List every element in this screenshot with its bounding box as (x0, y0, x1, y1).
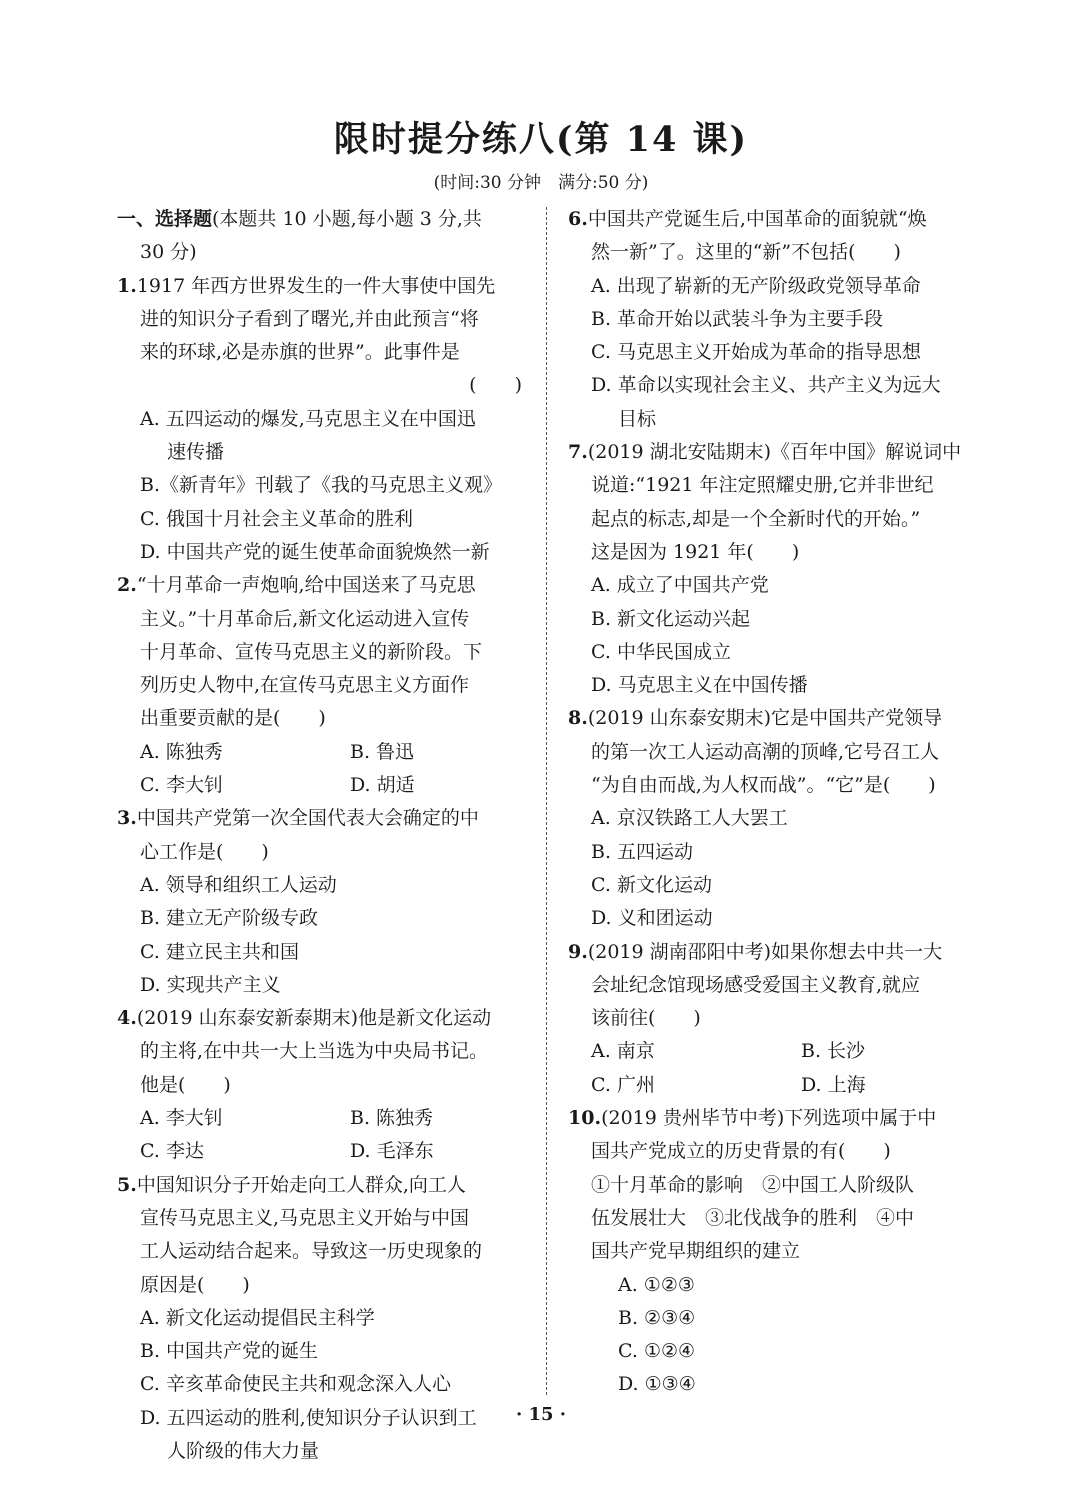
question-text: 十月革命、宣传马克思主义的新阶段。下 (140, 640, 483, 663)
question-text: 该前往( ) (591, 1007, 701, 1030)
question-number: 10. (568, 1107, 602, 1130)
question-text: 工人运动结合起来。导致这一历史现象的 (140, 1240, 483, 1263)
option-c: C. 新文化运动 (591, 873, 712, 896)
option-b: B. 陈独秀 (350, 1107, 434, 1130)
options-row (117, 769, 532, 802)
options-row (117, 1135, 532, 1168)
question-text: 的第一次工人运动高潮的顶峰,它号召工人 (591, 740, 940, 763)
option-c: C. 广州 (591, 1073, 655, 1096)
question-text: “十月革命一声炮响,给中国送来了马克思 (136, 574, 476, 597)
option-d: D. 中国共产党的诞生使革命面貌焕然一新 (140, 540, 490, 563)
question-number: 9. (568, 940, 588, 963)
option-d: D. 胡适 (350, 774, 415, 797)
options-row (568, 1069, 982, 1102)
question-number: 4. (117, 1007, 137, 1030)
question-text: 会址纪念馆现场感受爱国主义教育,就应 (591, 973, 921, 996)
option-a: A. 成立了中国共产党 (591, 574, 769, 597)
option-a: A. 南京 (591, 1040, 655, 1063)
option-b: B. 长沙 (801, 1040, 866, 1063)
page-subtitle: (时间:30 分钟 满分:50 分) (433, 173, 649, 193)
option-a: A. 李大钊 (140, 1107, 223, 1130)
question-text: ①十月革命的影响 ②中国工人阶级队 (591, 1173, 915, 1196)
option-d: D. 马克思主义在中国传播 (591, 674, 808, 697)
question-text: 的主将,在中共一大上当选为中央局书记。 (140, 1040, 489, 1063)
question-7 (568, 436, 982, 702)
option-a: A. 出现了崭新的无产阶级政党领导革命 (591, 274, 921, 297)
option-d-cont: 目标 (618, 407, 657, 430)
section-desc: (本题共 10 小题,每小题 3 分,共 (212, 208, 482, 230)
question-text: 国共产党早期组织的建立 (591, 1240, 801, 1263)
option-d: D. 革命以实现社会主义、共产主义为远大 (591, 374, 941, 397)
question-text: (2019 山东泰安期末)它是中国共产党领导 (587, 707, 943, 730)
section-header (117, 203, 532, 236)
question-1 (117, 270, 532, 570)
question-text: 这是因为 1921 年( ) (591, 540, 800, 563)
question-text: (2019 湖北安陆期末)《百年中国》解说词中 (587, 441, 962, 464)
right-column (568, 203, 982, 1402)
question-text: “为自由而战,为人权而战”。“它”是( ) (591, 774, 936, 797)
question-text: 来的环球,必是赤旗的世界”。此事件是 (140, 341, 460, 364)
option-c: C. 俄国十月社会主义革命的胜利 (140, 507, 413, 530)
question-number: 1. (117, 274, 137, 297)
question-text: (2019 贵州毕节中考)下列选项中属于中 (601, 1107, 937, 1130)
question-text: 列历史人物中,在宣传马克思主义方面作 (140, 674, 470, 697)
question-text: 宣传马克思主义,马克思主义开始与中国 (140, 1206, 470, 1229)
option-a: A. 京汉铁路工人大罢工 (591, 807, 788, 830)
page-number: · 15 · (515, 1404, 567, 1425)
question-9 (568, 936, 982, 1102)
option-c: C. ①②④ (618, 1340, 696, 1363)
question-text: 中国知识分子开始走向工人群众,向工人 (136, 1173, 466, 1196)
question-text: 心工作是( ) (140, 840, 269, 863)
question-text: 原因是( ) (140, 1273, 250, 1296)
question-text: 他是( ) (140, 1073, 231, 1096)
question-number: 7. (568, 441, 588, 464)
option-a: A. 五四运动的爆发,马克思主义在中国迅 (140, 407, 476, 430)
question-number: 6. (568, 208, 588, 230)
question-text: (2019 山东泰安新泰期末)他是新文化运动 (136, 1007, 492, 1030)
options-row (117, 736, 532, 769)
question-text: 伍发展壮大 ③北伐战争的胜利 ④中 (591, 1206, 915, 1229)
question-text: 然一新”了。这里的“新”不包括( ) (591, 241, 901, 264)
option-c: C. 辛亥革命使民主共和观念深入人心 (140, 1373, 451, 1396)
question-6 (568, 203, 982, 436)
option-c: C. 中华民国成立 (591, 640, 731, 663)
question-10 (568, 1102, 982, 1402)
option-a: A. 领导和组织工人运动 (140, 873, 337, 896)
option-a-cont: 速传播 (167, 441, 225, 464)
option-a: A. ①②③ (618, 1273, 695, 1296)
option-b: B. 革命开始以武装斗争为主要手段 (591, 307, 884, 330)
options-row (568, 1035, 982, 1068)
question-text: 主义。”十月革命后,新文化运动进入宣传 (140, 607, 470, 630)
option-d: D. 毛泽东 (350, 1140, 434, 1163)
option-d: D. 义和团运动 (591, 907, 713, 930)
option-b: B.《新青年》刊载了《我的马克思主义观》 (140, 474, 503, 497)
option-d: D. 五四运动的胜利,使知识分子认识到工 (140, 1406, 477, 1429)
question-text: 说道:“1921 年注定照耀史册,它并非世纪 (591, 474, 934, 497)
option-b: B. 五四运动 (591, 840, 694, 863)
option-c: C. 李达 (140, 1140, 204, 1163)
left-column (117, 203, 532, 1468)
option-d-cont: 人阶级的伟大力量 (167, 1439, 320, 1462)
answer-paren: ( ) (469, 374, 522, 397)
option-c: C. 马克思主义开始成为革命的指导思想 (591, 341, 921, 364)
question-text: 中国共产党第一次全国代表大会确定的中 (136, 807, 479, 830)
option-c: C. 李大钊 (140, 774, 223, 797)
options-row (117, 1102, 532, 1135)
question-text: 起点的标志,却是一个全新时代的开始。” (591, 507, 921, 530)
question-number: 2. (117, 574, 137, 597)
option-b: B. 鲁迅 (350, 740, 415, 763)
question-number: 5. (117, 1173, 137, 1196)
question-text: 1917 年西方世界发生的一件大事使中国先 (136, 274, 496, 297)
question-text: (2019 湖南邵阳中考)如果你想去中共一大 (587, 940, 943, 963)
option-d: D. 上海 (801, 1073, 866, 1096)
question-text: 出重要贡献的是( ) (140, 707, 326, 730)
question-number: 8. (568, 707, 588, 730)
question-text: 国共产党成立的历史背景的有( ) (591, 1140, 891, 1163)
option-b: B. 中国共产党的诞生 (140, 1340, 319, 1363)
section-desc-cont: 30 分) (140, 241, 197, 264)
option-a: A. 新文化运动提倡民主科学 (140, 1306, 375, 1329)
question-4 (117, 1002, 532, 1168)
option-b: B. 建立无产阶级专政 (140, 907, 319, 930)
option-b: B. 新文化运动兴起 (591, 607, 751, 630)
question-text: 进的知识分子看到了曙光,并由此预言“将 (140, 307, 479, 330)
section-heading: 一、选择题 (117, 208, 213, 230)
option-a: A. 陈独秀 (140, 740, 223, 763)
column-divider (546, 207, 547, 1395)
option-d: D. ①③④ (618, 1373, 696, 1396)
question-3 (117, 802, 532, 1002)
option-c: C. 建立民主共和国 (140, 940, 299, 963)
question-number: 3. (117, 807, 137, 830)
question-2 (117, 569, 532, 802)
question-8 (568, 702, 982, 935)
page-title: 限时提分练八(第 14 课) (333, 119, 749, 160)
option-d: D. 实现共产主义 (140, 973, 281, 996)
option-b: B. ②③④ (618, 1306, 696, 1329)
question-text: 中国共产党诞生后,中国革命的面貌就“焕 (587, 208, 927, 230)
